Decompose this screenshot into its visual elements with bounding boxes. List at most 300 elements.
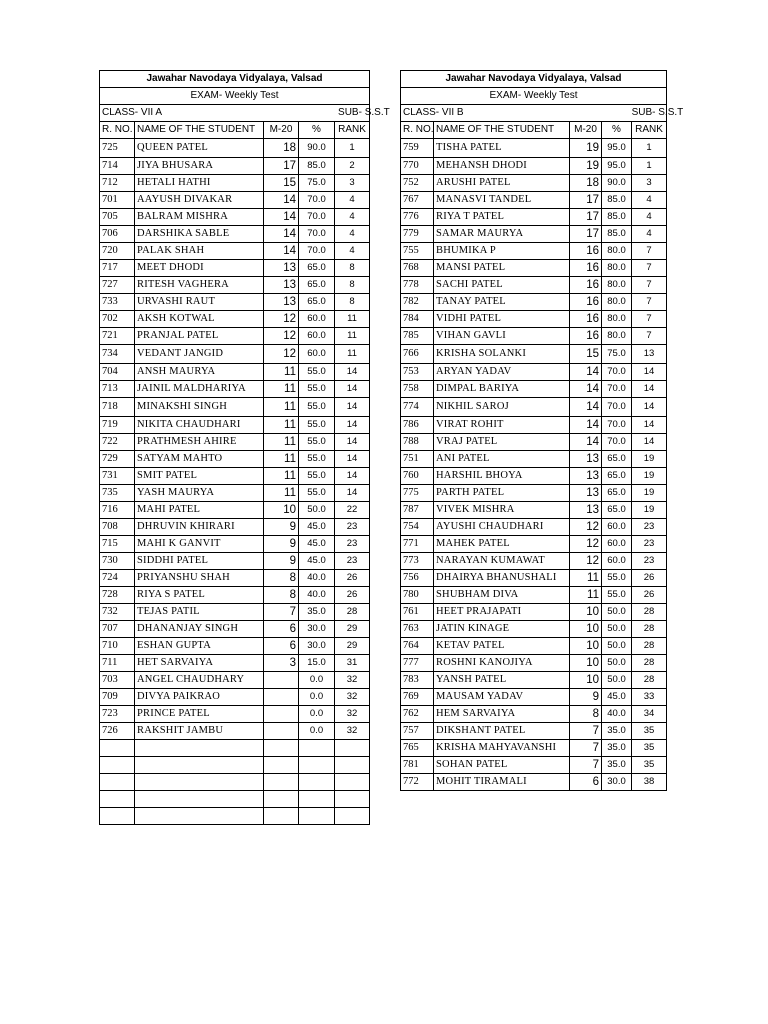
table-row — [100, 485, 370, 502]
roll-number-cell: 755 — [401, 243, 434, 260]
student-name-cell — [135, 791, 264, 808]
percent-cell: 50.0 — [299, 502, 335, 519]
roll-number-cell: 714 — [100, 158, 135, 175]
marks-cell — [264, 791, 299, 808]
exam-name: EXAM- Weekly Test — [100, 88, 370, 105]
rank-cell: 1 — [632, 158, 667, 175]
rank-cell: 14 — [632, 398, 667, 417]
table-row — [100, 638, 370, 655]
marks-cell: 17 — [570, 192, 602, 209]
column-header-row — [401, 122, 667, 139]
percent-cell: 95.0 — [602, 158, 632, 175]
table-row — [100, 434, 370, 451]
table-row — [100, 468, 370, 485]
marks-cell: 12 — [570, 536, 602, 553]
roll-number-cell: 765 — [401, 740, 434, 757]
marks-cell: 18 — [570, 175, 602, 192]
rank-cell: 32 — [335, 706, 370, 723]
roll-number-cell: 715 — [100, 536, 135, 553]
roll-number-cell: 729 — [100, 451, 135, 468]
student-name-cell: SHUBHAM DIVA — [434, 587, 570, 604]
marks-cell: 11 — [264, 468, 299, 485]
roll-number-cell: 706 — [100, 226, 135, 243]
marks-cell — [264, 689, 299, 706]
marks-cell: 14 — [570, 434, 602, 451]
percent-cell: 40.0 — [299, 570, 335, 587]
student-name-cell: ARUSHI PATEL — [434, 175, 570, 192]
marks-cell: 8 — [264, 570, 299, 587]
rank-cell: 19 — [632, 451, 667, 468]
table-row — [100, 364, 370, 381]
student-name-cell: MAUSAM YADAV — [434, 689, 570, 706]
percent-cell: 55.0 — [602, 570, 632, 587]
rank-cell: 14 — [632, 381, 667, 398]
student-name-cell: HET SARVAIYA — [135, 655, 264, 672]
student-name-cell: TEJAS PATIL — [135, 604, 264, 621]
roll-number-cell: 726 — [100, 723, 135, 740]
marks-cell: 12 — [264, 311, 299, 328]
table-row — [100, 706, 370, 723]
roll-number-cell: 773 — [401, 553, 434, 570]
rank-cell: 1 — [335, 139, 370, 158]
student-name-cell: AKSH KOTWAL — [135, 311, 264, 328]
roll-number-cell: 763 — [401, 621, 434, 638]
percent-cell: 0.0 — [299, 706, 335, 723]
marks-cell: 14 — [264, 192, 299, 209]
rank-cell: 8 — [335, 260, 370, 277]
subject-label: SUB- S.S.T — [631, 107, 684, 118]
student-name-cell: HEM SARVAIYA — [434, 706, 570, 723]
student-name-cell: DIKSHANT PATEL — [434, 723, 570, 740]
rank-cell: 3 — [632, 175, 667, 192]
marks-cell — [264, 774, 299, 791]
table-row — [401, 260, 667, 277]
roll-number-cell: 724 — [100, 570, 135, 587]
student-name-cell: PRANJAL PATEL — [135, 328, 264, 345]
roll-number-cell: 758 — [401, 381, 434, 398]
student-name-cell: MANSI PATEL — [434, 260, 570, 277]
rank-cell: 14 — [335, 485, 370, 502]
rank-cell: 26 — [335, 570, 370, 587]
student-name-cell: SAMAR MAURYA — [434, 226, 570, 243]
marks-cell: 6 — [570, 774, 602, 791]
rank-cell: 14 — [335, 434, 370, 451]
percent-cell: 65.0 — [602, 485, 632, 502]
table-row — [100, 655, 370, 672]
percent-cell — [299, 740, 335, 757]
roll-number-cell: 727 — [100, 277, 135, 294]
marks-cell: 18 — [264, 139, 299, 158]
percent-cell: 85.0 — [602, 192, 632, 209]
roll-number-cell: 754 — [401, 519, 434, 536]
student-name-cell: PRATHMESH AHIRE — [135, 434, 264, 451]
roll-number-cell: 723 — [100, 706, 135, 723]
marks-cell: 14 — [570, 417, 602, 434]
percent-cell: 65.0 — [602, 451, 632, 468]
roll-number-cell — [100, 774, 135, 791]
rank-cell: 11 — [335, 345, 370, 364]
marks-cell: 13 — [264, 277, 299, 294]
table-row — [100, 621, 370, 638]
student-name-cell: ANI PATEL — [434, 451, 570, 468]
roll-number-cell: 785 — [401, 328, 434, 345]
roll-number-cell: 762 — [401, 706, 434, 723]
student-name-cell: SMIT PATEL — [135, 468, 264, 485]
rank-cell: 19 — [632, 502, 667, 519]
marks-cell: 12 — [570, 553, 602, 570]
percent-cell: 70.0 — [602, 381, 632, 398]
marks-cell: 11 — [264, 417, 299, 434]
roll-number-cell: 701 — [100, 192, 135, 209]
table-row — [401, 672, 667, 689]
percent-cell: 75.0 — [602, 345, 632, 364]
marks-cell: 13 — [264, 294, 299, 311]
percent-cell: 55.0 — [299, 468, 335, 485]
percent-cell: 65.0 — [299, 294, 335, 311]
student-name-cell: ANGEL CHAUDHARY — [135, 672, 264, 689]
rank-cell: 23 — [632, 536, 667, 553]
percent-cell: 50.0 — [602, 655, 632, 672]
percent-cell: 45.0 — [299, 553, 335, 570]
roll-number-cell: 766 — [401, 345, 434, 364]
roll-number-cell: 756 — [401, 570, 434, 587]
roll-number-cell: 720 — [100, 243, 135, 260]
student-name-cell: MANASVI TANDEL — [434, 192, 570, 209]
marks-cell: 16 — [570, 243, 602, 260]
table-row — [100, 417, 370, 434]
rank-cell: 19 — [632, 468, 667, 485]
marks-cell: 13 — [570, 485, 602, 502]
marks-cell: 14 — [264, 243, 299, 260]
rank-cell: 26 — [632, 570, 667, 587]
roll-number-cell: 782 — [401, 294, 434, 311]
student-name-cell: MEHANSH DHODI — [434, 158, 570, 175]
result-sheet-vii-b — [400, 70, 684, 791]
roll-number-cell: 725 — [100, 139, 135, 158]
student-name-cell: ESHAN GUPTA — [135, 638, 264, 655]
roll-number-cell: 783 — [401, 672, 434, 689]
student-name-cell: RIYA S PATEL — [135, 587, 264, 604]
table-row — [401, 468, 667, 485]
percent-cell: 0.0 — [299, 723, 335, 740]
percent-cell: 55.0 — [299, 398, 335, 417]
roll-number-cell: 702 — [100, 311, 135, 328]
col-rno: R. NO. — [401, 122, 434, 139]
rank-cell: 14 — [632, 364, 667, 381]
marks-cell: 14 — [570, 381, 602, 398]
rank-cell: 26 — [632, 587, 667, 604]
roll-number-cell: 705 — [100, 209, 135, 226]
marks-cell: 7 — [570, 757, 602, 774]
marks-cell: 9 — [264, 519, 299, 536]
rank-cell: 14 — [632, 434, 667, 451]
percent-cell: 45.0 — [299, 519, 335, 536]
student-name-cell: BALRAM MISHRA — [135, 209, 264, 226]
rank-cell: 32 — [335, 723, 370, 740]
table-row — [100, 553, 370, 570]
marks-cell: 8 — [264, 587, 299, 604]
marks-cell: 19 — [570, 139, 602, 158]
class-label: CLASS- VII A — [102, 107, 163, 118]
marks-cell: 13 — [570, 468, 602, 485]
exam-name: EXAM- Weekly Test — [401, 88, 667, 105]
col-rank: RANK — [335, 122, 370, 139]
student-name-cell: SIDDHI PATEL — [135, 553, 264, 570]
student-name-cell: HARSHIL BHOYA — [434, 468, 570, 485]
table-row — [401, 706, 667, 723]
marks-cell: 12 — [264, 345, 299, 364]
table-row — [100, 226, 370, 243]
student-name-cell: KRISHA MAHYAVANSHI — [434, 740, 570, 757]
rank-cell: 23 — [335, 553, 370, 570]
table-row — [401, 311, 667, 328]
roll-number-cell: 775 — [401, 485, 434, 502]
percent-cell: 70.0 — [299, 209, 335, 226]
roll-number-cell: 733 — [100, 294, 135, 311]
table-row — [100, 587, 370, 604]
percent-cell — [299, 774, 335, 791]
student-name-cell: DIVYA PAIKRAO — [135, 689, 264, 706]
roll-number-cell — [100, 740, 135, 757]
roll-number-cell — [100, 808, 135, 825]
student-name-cell: SATYAM MAHTO — [135, 451, 264, 468]
table-row — [100, 689, 370, 706]
percent-cell: 70.0 — [602, 398, 632, 417]
school-name: Jawahar Navodaya Vidyalaya, Valsad — [100, 71, 370, 88]
marks-cell: 8 — [570, 706, 602, 723]
table-row — [401, 519, 667, 536]
table-row — [401, 139, 667, 158]
rank-cell: 23 — [335, 536, 370, 553]
percent-cell: 65.0 — [602, 468, 632, 485]
roll-number-cell: 716 — [100, 502, 135, 519]
table-row — [100, 209, 370, 226]
roll-number-cell: 787 — [401, 502, 434, 519]
percent-cell: 30.0 — [602, 774, 632, 791]
percent-cell: 50.0 — [602, 638, 632, 655]
percent-cell: 90.0 — [602, 175, 632, 192]
roll-number-cell: 788 — [401, 434, 434, 451]
marks-cell: 9 — [264, 553, 299, 570]
table-row — [100, 139, 370, 158]
marks-cell: 9 — [570, 689, 602, 706]
percent-cell: 85.0 — [602, 209, 632, 226]
roll-number-cell: 778 — [401, 277, 434, 294]
marks-cell: 9 — [264, 536, 299, 553]
rank-cell — [335, 791, 370, 808]
percent-cell: 30.0 — [299, 621, 335, 638]
roll-number-cell: 767 — [401, 192, 434, 209]
student-name-cell: MAHI PATEL — [135, 502, 264, 519]
roll-number-cell: 711 — [100, 655, 135, 672]
roll-number-cell: 774 — [401, 398, 434, 417]
percent-cell: 70.0 — [299, 226, 335, 243]
rank-cell: 28 — [632, 655, 667, 672]
table-row — [401, 417, 667, 434]
rank-cell: 14 — [335, 364, 370, 381]
percent-cell: 65.0 — [299, 260, 335, 277]
marks-cell: 11 — [264, 381, 299, 398]
rank-cell: 4 — [335, 243, 370, 260]
student-name-cell: ARYAN YADAV — [434, 364, 570, 381]
roll-number-cell: 761 — [401, 604, 434, 621]
percent-cell: 55.0 — [299, 485, 335, 502]
rank-cell: 14 — [335, 417, 370, 434]
rank-cell: 31 — [335, 655, 370, 672]
student-name-cell: YASH MAURYA — [135, 485, 264, 502]
percent-cell: 0.0 — [299, 689, 335, 706]
col-percent: % — [299, 122, 335, 139]
marks-cell: 11 — [264, 398, 299, 417]
table-row — [401, 757, 667, 774]
percent-cell: 55.0 — [299, 417, 335, 434]
student-name-cell: NIKITA CHAUDHARI — [135, 417, 264, 434]
roll-number-cell: 708 — [100, 519, 135, 536]
rank-cell: 8 — [335, 277, 370, 294]
marks-cell: 10 — [264, 502, 299, 519]
rank-cell: 2 — [335, 158, 370, 175]
percent-cell: 70.0 — [299, 192, 335, 209]
rank-cell: 3 — [335, 175, 370, 192]
table-row — [100, 757, 370, 774]
student-name-cell: VIRAT ROHIT — [434, 417, 570, 434]
student-name-cell: AYUSHI CHAUDHARI — [434, 519, 570, 536]
marks-cell: 17 — [570, 226, 602, 243]
student-name-cell: QUEEN PATEL — [135, 139, 264, 158]
percent-cell: 55.0 — [299, 434, 335, 451]
marks-cell: 7 — [264, 604, 299, 621]
roll-number-cell: 719 — [100, 417, 135, 434]
table-row — [401, 553, 667, 570]
marks-cell: 14 — [570, 398, 602, 417]
col-rno: R. NO. — [100, 122, 135, 139]
percent-cell: 50.0 — [602, 621, 632, 638]
percent-cell: 0.0 — [299, 672, 335, 689]
marks-cell — [264, 723, 299, 740]
roll-number-cell: 784 — [401, 311, 434, 328]
roll-number-cell: 718 — [100, 398, 135, 417]
rank-cell — [335, 757, 370, 774]
rank-cell: 28 — [632, 621, 667, 638]
marks-cell: 16 — [570, 328, 602, 345]
table-row — [100, 570, 370, 587]
student-name-cell: JATIN KINAGE — [434, 621, 570, 638]
marks-cell: 14 — [264, 226, 299, 243]
marks-cell — [264, 672, 299, 689]
result-table-body — [401, 71, 684, 791]
student-name-cell: VIHAN GAVLI — [434, 328, 570, 345]
percent-cell: 35.0 — [602, 757, 632, 774]
rank-cell: 35 — [632, 740, 667, 757]
percent-cell: 55.0 — [602, 587, 632, 604]
rank-cell: 13 — [632, 345, 667, 364]
rank-cell: 4 — [335, 192, 370, 209]
table-row — [401, 434, 667, 451]
roll-number-cell: 734 — [100, 345, 135, 364]
percent-cell: 40.0 — [299, 587, 335, 604]
student-name-cell — [135, 757, 264, 774]
percent-cell: 70.0 — [602, 434, 632, 451]
table-row — [401, 243, 667, 260]
percent-cell: 55.0 — [299, 381, 335, 398]
percent-cell: 45.0 — [299, 536, 335, 553]
student-name-cell: NIKHIL SAROJ — [434, 398, 570, 417]
percent-cell: 80.0 — [602, 328, 632, 345]
roll-number-cell: 710 — [100, 638, 135, 655]
percent-cell: 65.0 — [299, 277, 335, 294]
marks-cell: 14 — [264, 209, 299, 226]
rank-cell: 28 — [632, 672, 667, 689]
col-name: NAME OF THE STUDENT — [135, 122, 264, 139]
marks-cell: 15 — [570, 345, 602, 364]
student-name-cell: DHRUVIN KHIRARI — [135, 519, 264, 536]
school-name: Jawahar Navodaya Vidyalaya, Valsad — [401, 71, 667, 88]
roll-number-cell: 770 — [401, 158, 434, 175]
table-row — [401, 345, 667, 364]
roll-number-cell: 728 — [100, 587, 135, 604]
marks-cell: 16 — [570, 294, 602, 311]
rank-cell: 38 — [632, 774, 667, 791]
student-name-cell: AAYUSH DIVAKAR — [135, 192, 264, 209]
roll-number-cell: 713 — [100, 381, 135, 398]
student-name-cell: SACHI PATEL — [434, 277, 570, 294]
rank-cell: 7 — [632, 294, 667, 311]
percent-cell: 60.0 — [602, 553, 632, 570]
table-row — [401, 502, 667, 519]
table-row — [100, 175, 370, 192]
roll-number-cell: 712 — [100, 175, 135, 192]
marks-cell: 6 — [264, 638, 299, 655]
student-name-cell: HEET PRAJAPATI — [434, 604, 570, 621]
roll-number-cell: 759 — [401, 139, 434, 158]
table-row — [100, 192, 370, 209]
roll-number-cell: 732 — [100, 604, 135, 621]
marks-cell — [264, 808, 299, 825]
rank-cell: 32 — [335, 689, 370, 706]
table-row — [100, 723, 370, 740]
roll-number-cell: 704 — [100, 364, 135, 381]
roll-number-cell: 772 — [401, 774, 434, 791]
percent-cell: 75.0 — [299, 175, 335, 192]
student-name-cell: VIVEK MISHRA — [434, 502, 570, 519]
rank-cell: 33 — [632, 689, 667, 706]
roll-number-cell: 771 — [401, 536, 434, 553]
student-name-cell: VEDANT JANGID — [135, 345, 264, 364]
table-row — [401, 604, 667, 621]
roll-number-cell: 768 — [401, 260, 434, 277]
table-row — [100, 672, 370, 689]
rank-cell: 4 — [632, 226, 667, 243]
student-name-cell: SOHAN PATEL — [434, 757, 570, 774]
table-row — [100, 381, 370, 398]
roll-number-cell: 735 — [100, 485, 135, 502]
student-name-cell: DARSHIKA SABLE — [135, 226, 264, 243]
student-name-cell: JIYA BHUSARA — [135, 158, 264, 175]
rank-cell: 22 — [335, 502, 370, 519]
rank-cell: 8 — [335, 294, 370, 311]
marks-cell: 7 — [570, 723, 602, 740]
roll-number-cell: 721 — [100, 328, 135, 345]
percent-cell: 40.0 — [602, 706, 632, 723]
percent-cell: 70.0 — [602, 417, 632, 434]
subject-label: SUB- S.S.T — [338, 107, 390, 118]
student-name-cell: KETAV PATEL — [434, 638, 570, 655]
marks-cell: 10 — [570, 655, 602, 672]
percent-cell: 70.0 — [602, 364, 632, 381]
roll-number-cell: 760 — [401, 468, 434, 485]
roll-number-cell: 769 — [401, 689, 434, 706]
rank-cell: 35 — [632, 723, 667, 740]
